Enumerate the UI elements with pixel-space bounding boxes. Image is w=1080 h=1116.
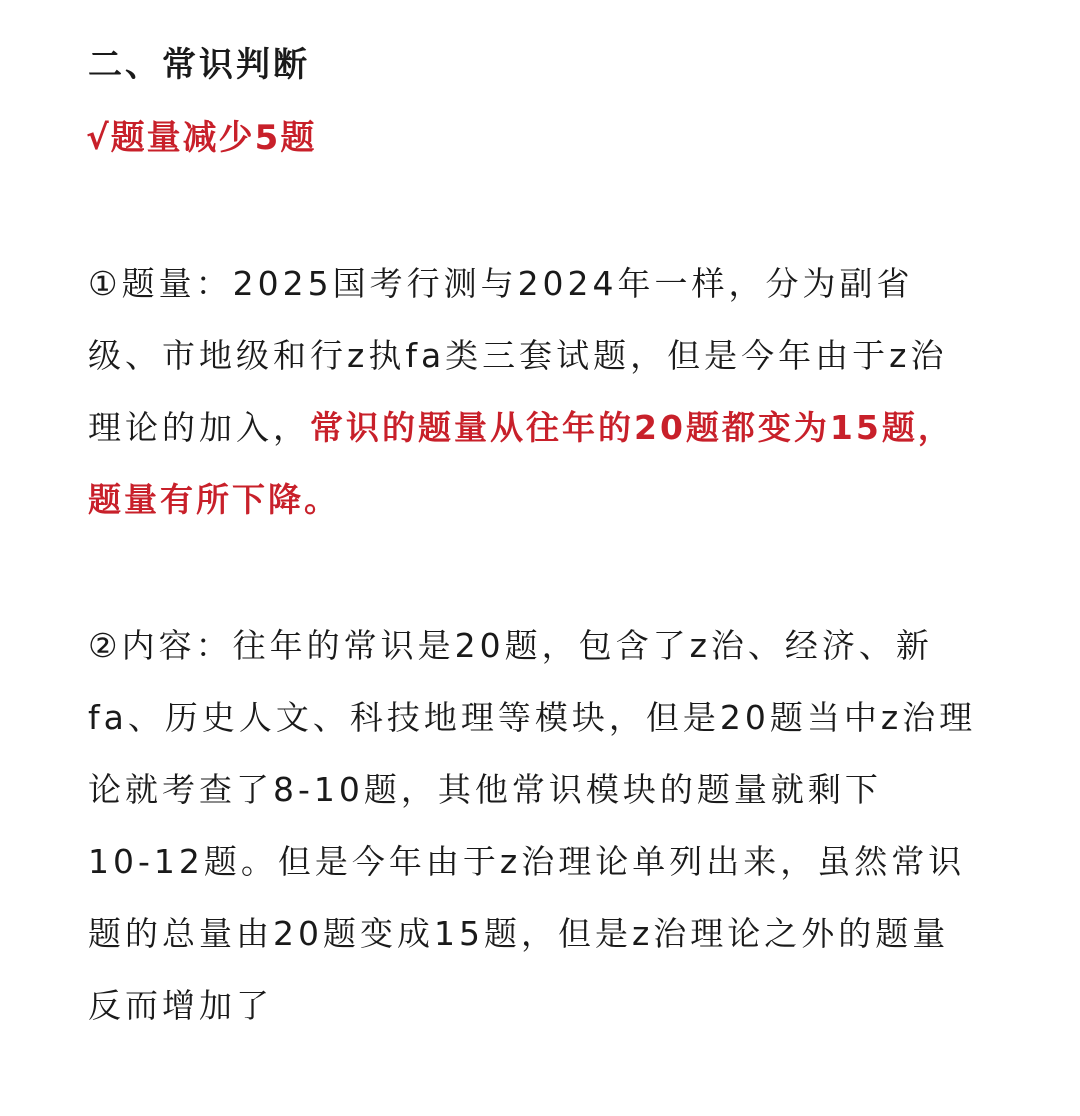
paragraph-line: 反而增加了 [88,986,273,1025]
paragraph-line: 级、市地级和行z执fa类三套试题，但是今年由于z治 [88,336,948,375]
paragraph-line [88,392,1048,464]
paragraph-line: fa、历史人文、科技地理等模块，但是20题当中z治理 [88,698,977,737]
paragraph-line: 论就考查了8-10题，其他常识模块的题量就剩下 [88,770,882,809]
paragraph-question-count [88,248,1048,536]
paragraph-line: 题的总量由20题变成15题，但是z治理论之外的题量 [88,914,950,953]
section-title: 二、常识判断 [88,45,310,85]
paragraph-line: 10-12题。但是今年由于z治理论单列出来，虽然常识 [88,842,966,881]
paragraph-line: ②内容：往年的常识是20题，包含了z治、经济、新 [88,626,933,665]
paragraph-content [88,610,1048,1042]
section-subtitle: √题量减少5题 [86,118,317,158]
highlight-text: 常识的题量从往年的20题都变为15题， [310,408,954,447]
paragraph-line: ①题量：2025国考行测与2024年一样，分为副省 [88,264,914,303]
paragraph-text: 理论的加入， [88,408,310,447]
highlight-text: 题量有所下降。 [88,480,340,519]
